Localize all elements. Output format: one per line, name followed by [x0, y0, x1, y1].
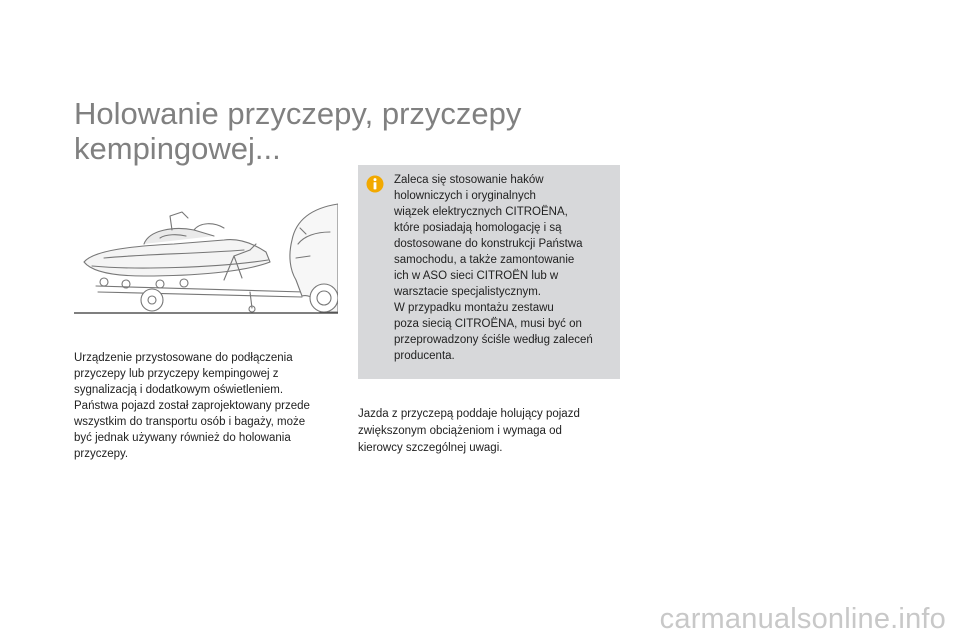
- info-box-text: [394, 172, 618, 364]
- info-line: przeprowadzony ściśle według zaleceń: [394, 334, 593, 346]
- towing-note-line: kierowcy szczególnej uwagi.: [358, 442, 503, 454]
- intro-line: wszystkim do transportu osób i bagaży, może: [74, 416, 306, 428]
- intro-line: Urządzenie przystosowane do podłączenia: [74, 352, 293, 364]
- page-title-line-1: Holowanie przyczepy, przyczepy: [74, 96, 522, 131]
- info-line: holowniczych i oryginalnych: [394, 190, 536, 202]
- intro-line: Państwa pojazd został zaprojektowany przede: [74, 400, 310, 412]
- watermark: carmanualsonline.info: [659, 603, 946, 635]
- info-line: warsztacie specjalistycznym.: [394, 286, 541, 298]
- info-line: poza siecią CITROËNA, musi być on: [394, 318, 582, 330]
- towing-note-paragraph: [358, 406, 628, 457]
- info-line: wiązek elektrycznych CITROËNA,: [394, 206, 568, 218]
- info-line: W przypadku montażu zestawu: [394, 302, 554, 314]
- info-box: [358, 165, 620, 379]
- info-line: producenta.: [394, 350, 455, 362]
- jet-ski-on-trailer-towed-by-car-icon: [74, 200, 338, 318]
- info-line: Zaleca się stosowanie haków: [394, 174, 544, 186]
- info-line: ich w ASO sieci CITROËN lub w: [394, 270, 559, 282]
- intro-line: przyczepy.: [74, 448, 129, 460]
- intro-paragraph: [74, 350, 344, 462]
- info-line: które posiadają homologację i są: [394, 222, 562, 234]
- intro-line: sygnalizacją i dodatkowym oświetleniem.: [74, 384, 284, 396]
- towing-note-line: zwiększonym obciążeniom i wymaga od: [358, 425, 562, 437]
- info-line: samochodu, a także zamontowanie: [394, 254, 575, 266]
- intro-line: być jednak używany również do holowania: [74, 432, 291, 444]
- page-title-line-2: kempingowej...: [74, 131, 281, 166]
- towing-note-line: Jazda z przyczepą poddaje holujący pojazd: [358, 408, 580, 420]
- page-title: [74, 96, 594, 166]
- info-line: dostosowane do konstrukcji Państwa: [394, 238, 583, 250]
- info-icon: [366, 175, 384, 193]
- intro-line: przyczepy lub przyczepy kempingowej z: [74, 368, 279, 380]
